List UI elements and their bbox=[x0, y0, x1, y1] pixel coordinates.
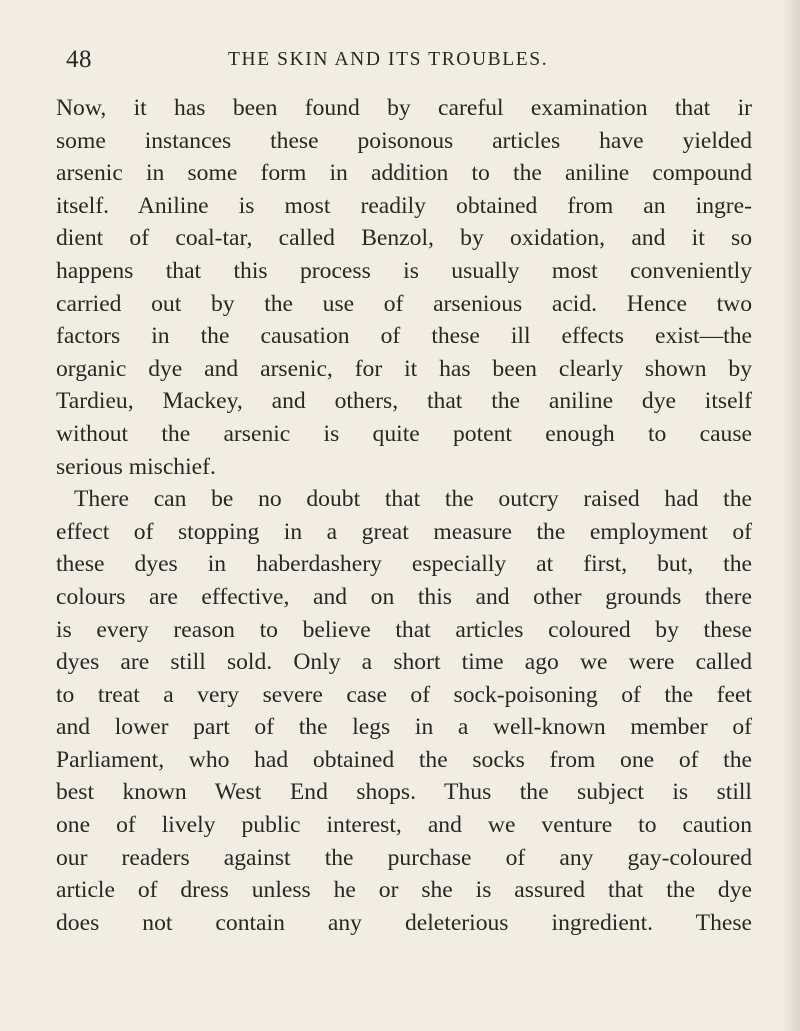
text-line: happens that this process is usually most conveniently bbox=[56, 257, 752, 284]
page-edge-shadow bbox=[782, 0, 800, 1031]
text-line: our readers against the purchase of any gay-coloured bbox=[56, 844, 752, 871]
text-line: best known West End shops. Thus the subject is still bbox=[56, 779, 752, 806]
text-line: dient of coal-tar, called Benzol, by oxidation, and it so bbox=[56, 225, 752, 252]
text-line: arsenic in some form in addition to the aniline compound bbox=[56, 160, 752, 187]
text-line: itself. Aniline is most readily obtained from an ingre- bbox=[56, 192, 752, 219]
page-number: 48 bbox=[66, 46, 92, 73]
text-line: to treat a very severe case of sock-poisoning of the feet bbox=[56, 681, 752, 708]
text-line: article of dress unless he or she is assured that the dye bbox=[56, 877, 752, 904]
text-line: carried out by the use of arsenious acid. Hence two bbox=[56, 290, 752, 317]
text-line: factors in the causation of these ill effects exist—the bbox=[56, 323, 752, 350]
text-line: Now, it has been found by careful examination that ir bbox=[56, 95, 752, 121]
text-line: one of lively public interest, and we venture to caution bbox=[56, 812, 752, 839]
text-line: organic dye and arsenic, for it has been clearly shown by bbox=[56, 355, 752, 382]
text-line: Parliament, who had obtained the socks from one of the bbox=[56, 746, 752, 773]
text-line: without the arsenic is quite potent enough to cause bbox=[56, 420, 752, 447]
body-text bbox=[56, 92, 752, 939]
text-line: these dyes in haberdashery especially at first, but, the bbox=[56, 551, 752, 578]
text-line: and lower part of the legs in a well-known member of bbox=[56, 714, 752, 741]
text-line: does not contain any deleterious ingredient. These bbox=[56, 909, 752, 936]
text-line: some instances these poisonous articles have yielded bbox=[56, 127, 752, 154]
text-line: is every reason to believe that articles coloured by these bbox=[56, 616, 752, 643]
text-line: effect of stopping in a great measure the employment of bbox=[56, 518, 752, 545]
text-line: Tardieu, Mackey, and others, that the aniline dye itself bbox=[56, 388, 752, 415]
text-line: There can be no doubt that the outcry raised had the bbox=[74, 486, 752, 513]
text-line: dyes are still sold. Only a short time ago we were called bbox=[56, 649, 752, 676]
running-head bbox=[66, 46, 752, 80]
text-line: colours are effective, and on this and other grounds there bbox=[56, 583, 752, 610]
text-line: serious mischief. bbox=[56, 453, 216, 480]
running-title: THE SKIN AND ITS TROUBLES. bbox=[228, 49, 549, 70]
